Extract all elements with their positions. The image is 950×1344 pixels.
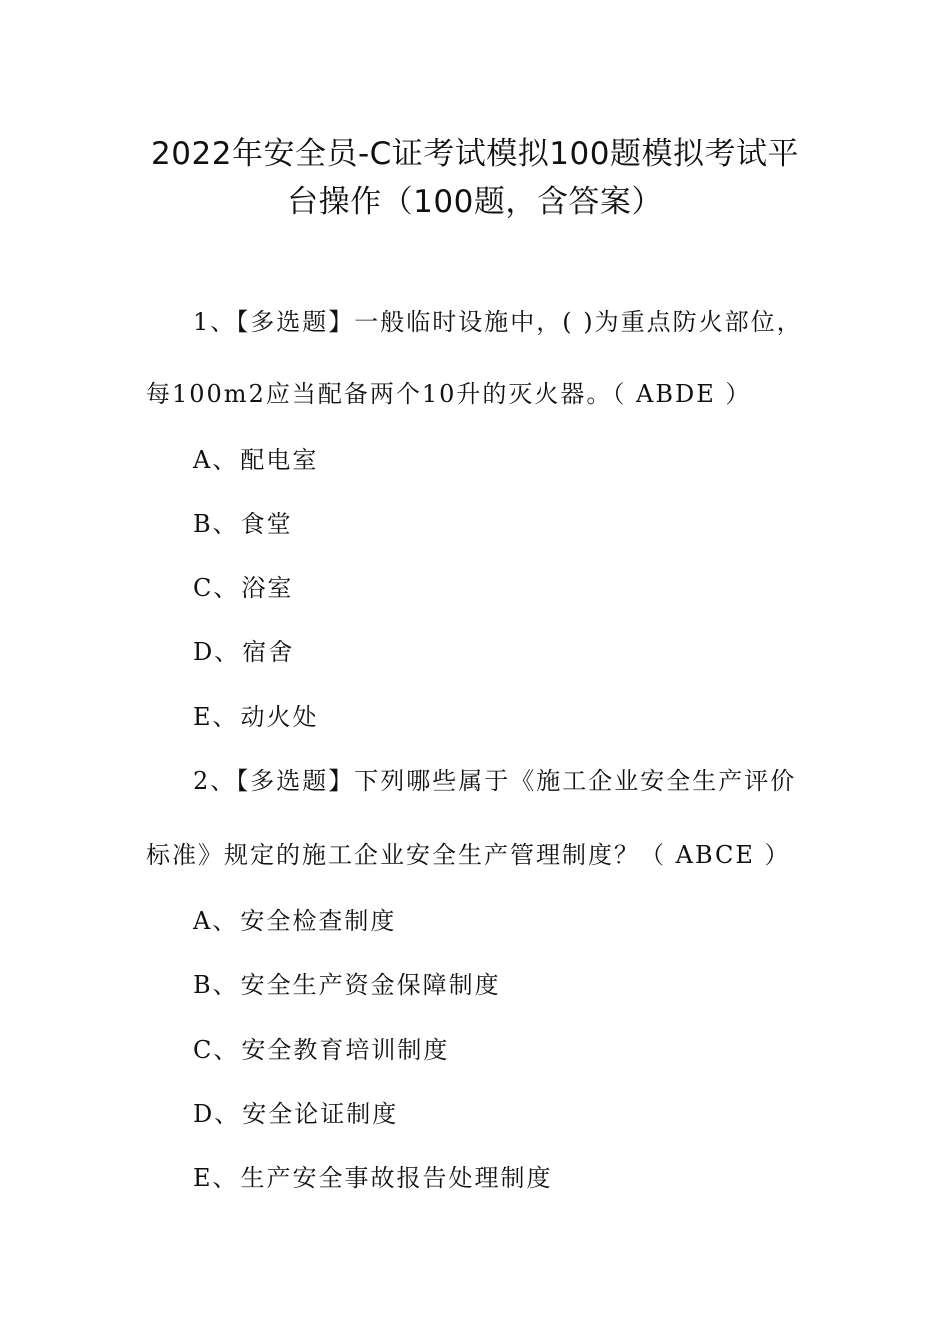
question-2-option-d [193, 1097, 398, 1131]
option-text: 安全生产资金保障制度 [240, 971, 501, 999]
question-2-line2: 标准》规定的施工企业安全生产管理制度？（ ABCE ） [146, 841, 791, 869]
option-text: 浴室 [241, 574, 294, 602]
option-text: 动火处 [240, 703, 319, 731]
option-letter: D [193, 638, 215, 666]
option-text: 配电室 [240, 446, 319, 474]
option-letter: B [193, 971, 213, 999]
document-title-line1: 2022年安全员-C证考试模拟100题模拟考试平 [151, 136, 799, 172]
question-1-option-d [193, 635, 294, 669]
option-text: 宿舍 [242, 638, 295, 666]
option-letter: A [193, 907, 213, 935]
option-letter: E [193, 703, 213, 731]
question-1-line1: 1、【多选题】一般临时设施中，( )为重点防火部位， [193, 308, 803, 336]
question-2-option-e [193, 1161, 553, 1195]
option-separator: 、 [213, 1036, 240, 1064]
option-letter: B [193, 510, 213, 538]
question-1-option-a [193, 443, 318, 477]
option-text: 生产安全事故报告处理制度 [240, 1164, 553, 1192]
question-1-option-b [193, 507, 293, 541]
question-2-option-a [193, 904, 396, 938]
option-separator: 、 [212, 1164, 239, 1192]
document-title-line2: 台操作（100题，含答案） [287, 184, 663, 220]
option-letter: E [193, 1164, 213, 1192]
question-2-option-b [193, 968, 501, 1002]
option-text: 食堂 [240, 510, 293, 538]
question-1-option-e [193, 700, 319, 734]
option-text: 安全论证制度 [242, 1100, 399, 1128]
question-1-option-c [193, 571, 293, 605]
question-2-line1: 2、【多选题】下列哪些属于《施工企业安全生产评价 [193, 767, 797, 795]
option-separator: 、 [212, 510, 239, 538]
option-letter: A [193, 446, 213, 474]
option-separator: 、 [212, 907, 239, 935]
option-separator: 、 [213, 574, 240, 602]
option-separator: 、 [212, 703, 239, 731]
option-separator: 、 [212, 446, 239, 474]
option-separator: 、 [212, 971, 239, 999]
question-2-option-c [193, 1033, 449, 1067]
question-1-line2: 每100m2应当配备两个10升的灭火器。（ ABDE ） [146, 380, 752, 408]
option-letter: C [193, 1036, 214, 1064]
option-separator: 、 [214, 1100, 241, 1128]
option-letter: D [193, 1100, 215, 1128]
option-text: 安全检查制度 [240, 907, 397, 935]
option-separator: 、 [214, 638, 241, 666]
option-letter: C [193, 574, 214, 602]
option-text: 安全教育培训制度 [241, 1036, 450, 1064]
